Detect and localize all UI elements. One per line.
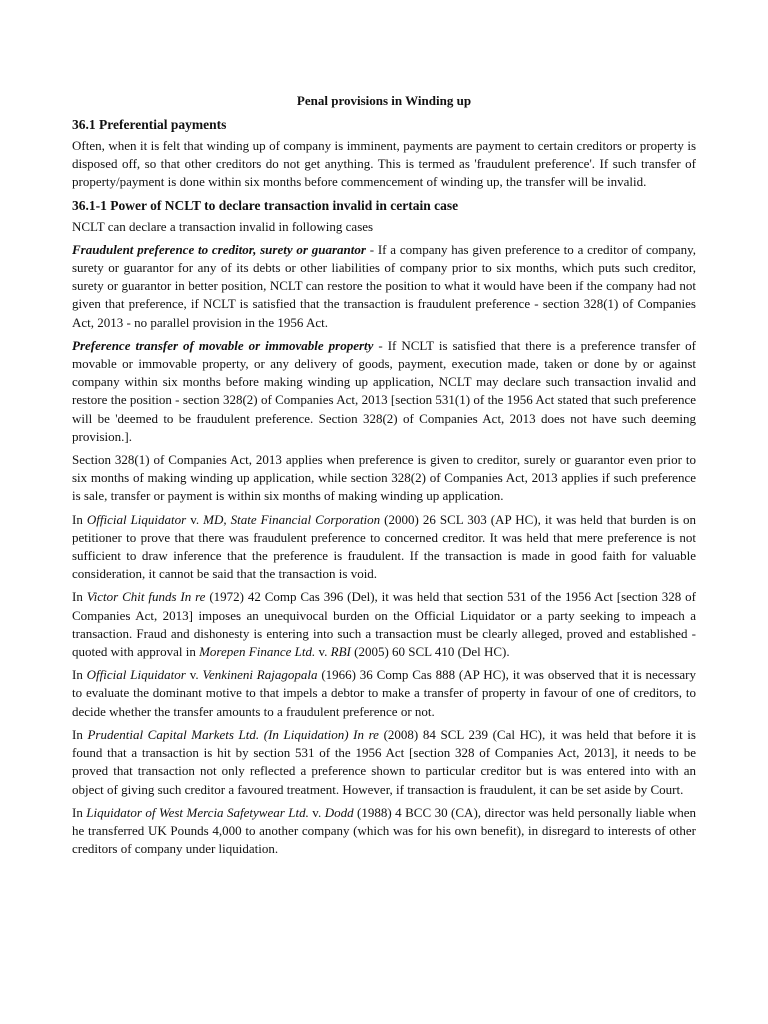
case1-text: (2000) 26 SCL 303 (AP HC), it was held that burden is on petitioner to prove that there was fraudulent preference to concerned creditor. It was held that mere preference is not sufficient to draw inference that the preference is fraudulent. If the transaction is made in good faith for valuable consideration, it cannot be said that the transaction is void. — [72, 511, 696, 582]
case5-text: (1988) 4 BCC 30 (CA), director was held personally liable when he transferred UK Pounds 4,000 to another company (which was for his own benefit), in disregard to interests of other creditors of company under liquidation. — [72, 804, 696, 857]
document-title: Penal provisions in Winding up — [296, 93, 472, 108]
preference-transfer-text: - If NCLT is satisfied that there is a preference transfer of movable or immovable property, or any delivery of goods, payment, execution made, taken or done by or against company within six months before making winding up application, NCLT may declare such transaction invalid and restore the position - section 328(2) of Companies Act, 2013 [section 531(1) of the 1956 Act stated that such preference will be 'deemed to be fraudulent preference. Section 328(2) of Companies Act, 2013 does not have such deeming provision.]. — [72, 337, 696, 444]
case1-party1: Official Liquidator — [86, 511, 187, 527]
fraudulent-preference-lead: Fraudulent preference to creditor, surety or guarantor — [72, 241, 366, 257]
case5-party2: Dodd — [324, 804, 354, 820]
case2-party2: Morepen Finance Ltd. — [199, 644, 316, 660]
case3-prefix: In — [72, 667, 87, 683]
document-page — [72, 92, 696, 863]
case3-text: (1966) 36 Comp Cas 888 (AP HC), it was observed that it is necessary to evaluate the dominant motive to that impels a debtor to make a transfer of property in favour of one of creditors, to decide whether the transfer amounts to a fraudulent preference or not. — [72, 667, 696, 719]
case3-party1: Official Liquidator — [86, 667, 186, 683]
case2-party1: Victor Chit funds In re — [86, 589, 206, 605]
case-west-mercia — [72, 804, 696, 859]
case-prudential-capital — [72, 726, 696, 799]
case5-party1: Liquidator of West Mercia Safetywear Ltd. — [86, 804, 309, 820]
case-official-liquidator-md — [72, 511, 696, 584]
case-official-liquidator-venkineni — [72, 666, 696, 721]
case2-party3: RBI — [330, 644, 351, 660]
preference-transfer-paragraph — [72, 337, 696, 446]
case5-versus: v. — [308, 804, 325, 820]
case3-party2: Venkineni Rajagopala — [202, 667, 318, 683]
section-heading-36-1: 36.1 Preferential payments — [72, 117, 227, 132]
case5-prefix: In — [72, 804, 87, 820]
case4-text: (2008) 84 SCL 239 (Cal HC), it was held that before it is found that a transaction is hit by section 531 of the 1956 Act [section 328 of Companies Act, 2013], it needs to be proved that transaction not only reflected a preference shown to particular creditor but is was entered into with an object of giving such creditor a favoured treatment. However, if transaction is fraudulent, it can be set aside by Court. — [72, 726, 696, 797]
fraudulent-preference-paragraph — [72, 241, 696, 332]
ncl-intro-paragraph: NCLT can declare a transaction invalid in following cases — [72, 218, 374, 234]
case1-party2: MD, State Financial Corporation — [203, 511, 381, 527]
case1-prefix: In — [72, 511, 87, 527]
case2-versus: v. — [315, 644, 331, 660]
section-328-paragraph: Section 328(1) of Companies Act, 2013 applies when preference is given to creditor, surely or guarantor even prior to six months of making winding up application, while section 328(2) of Companies Act, 2013 applies if such preference is sale, transfer or payment is within six months of making winding up application. — [72, 452, 696, 504]
case2-prefix: In — [72, 589, 87, 605]
case4-prefix: In — [72, 726, 88, 742]
case3-versus: v. — [185, 667, 203, 683]
case2-text1: (1972) 42 Comp Cas 396 (Del), it was held that section 531 of the 1956 Act [section 328 of Companies Act, 2013] imposes an unequivocal burden on the Official Liquidator or a party seeking to impeach a transaction. Fraud and dishonesty is entering into such a transaction must be clearly alleged, proved and established - quoted with approval in — [72, 589, 696, 660]
fraudulent-preference-text: - If a company has given preference to a creditor of company, surety or guarantor for any of its debts or other liabilities of company prior to six months, which puts such creditor, surety or guarantor in better position, NCLT can restore the position to what it would have been if the company had not given that preference, if NCLT is satisfied that the transaction is fraudulent preference - section 328(1) of Companies Act, 2013 - no parallel provision in the 1956 Act. — [72, 241, 697, 330]
case1-versus: v. — [186, 511, 204, 527]
case4-party1: Prudential Capital Markets Ltd. (In Liquidation) In re — [87, 726, 379, 742]
section-heading-36-1-1: 36.1-1 Power of NCLT to declare transaction invalid in certain case — [72, 197, 459, 213]
case2-text2: (2005) 60 SCL 410 (Del HC). — [350, 644, 510, 660]
case-victor-chit-funds — [72, 588, 696, 661]
preference-transfer-lead: Preference transfer of movable or immovable property — [72, 337, 374, 353]
preferential-payments-paragraph: Often, when it is felt that winding up of company is imminent, payments are payment to certain creditors or property is disposed off, so that other creditors do not get anything. This is termed as 'fraudulent preference'. If such transfer of property/payment is done within six months before commencement of winding up, the transfer will be invalid. — [72, 138, 696, 190]
